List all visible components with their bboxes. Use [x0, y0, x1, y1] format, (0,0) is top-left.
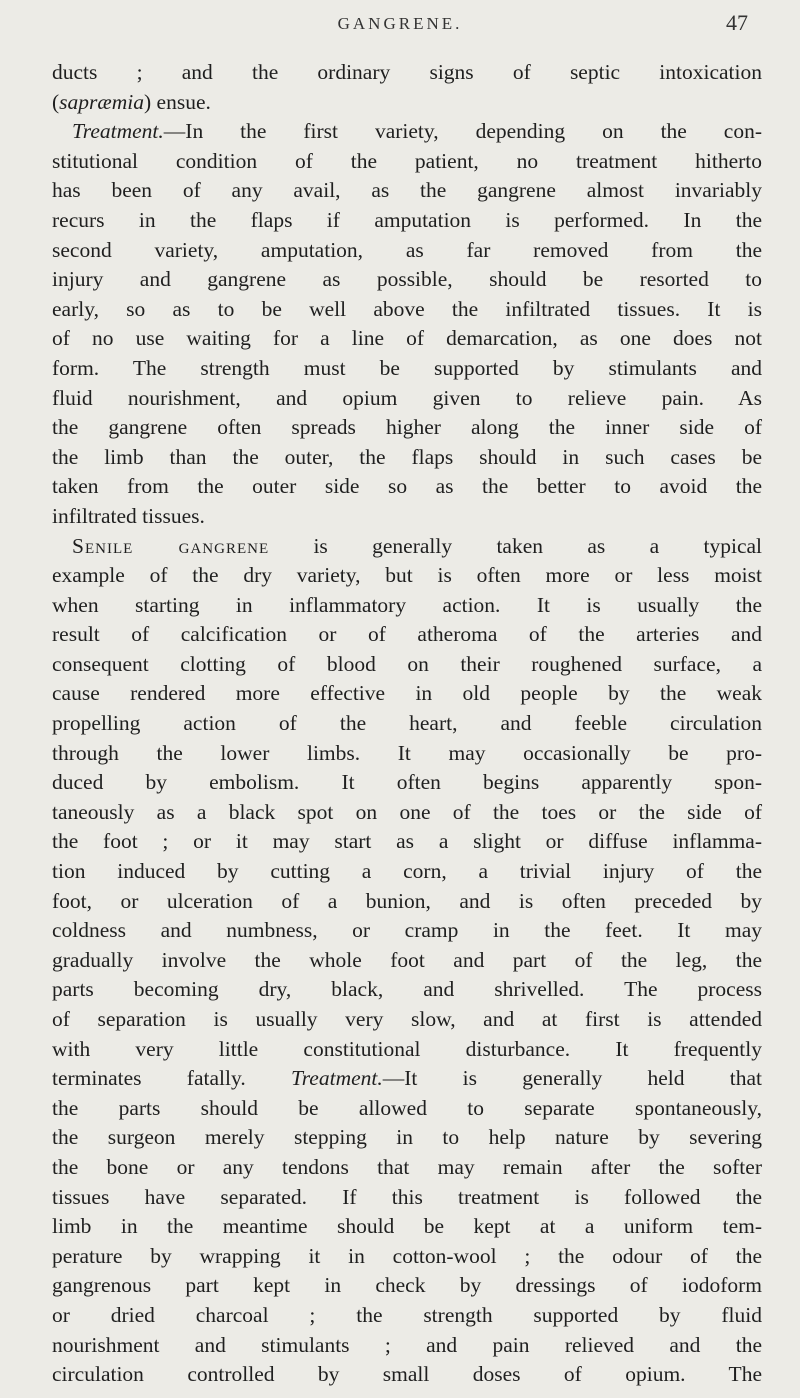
text-run: ducts ; and the ordinary signs of septic intoxication — [52, 60, 762, 84]
text-run: the gangrene often spreads higher along the inner side of — [52, 415, 762, 440]
text-run: ) ensue. — [144, 89, 211, 114]
text-run: taken from the outer side so as the better to avoid the — [52, 474, 762, 499]
text-run: through the lower limbs. It may occasionally be pro- — [52, 740, 762, 765]
text-run: stitutional condition of the patient, no treatment hitherto — [52, 148, 762, 173]
text-run: perature by wrapping it in cotton-wool ; the odour of the — [52, 1243, 762, 1268]
text-line — [52, 1242, 762, 1272]
text-run: of no use waiting for a line of demarcation, as one does not — [52, 326, 762, 351]
italic-text: Treatment. — [290, 1066, 383, 1091]
text-line — [52, 1153, 762, 1183]
text-run: —In the first variety, depending on the con- — [163, 119, 762, 144]
text-line — [52, 1064, 762, 1094]
text-line — [52, 857, 762, 887]
page-number: 47 — [726, 10, 748, 35]
text-run: has been of any avail, as the gangrene almost invariably — [52, 178, 762, 203]
text-run: recurs in the flaps if amputation is performed. In the — [52, 207, 762, 232]
text-line — [52, 1035, 762, 1065]
text-line — [52, 88, 762, 118]
text-run: limb in the meantime should be kept at a uniform tem- — [52, 1214, 762, 1239]
text-run: injury and gangrene as possible, should be resorted to — [52, 267, 762, 292]
text-line — [52, 502, 762, 532]
text-run: gangrenous part kept in check by dressings of iodoform — [52, 1273, 762, 1298]
text-line — [52, 117, 762, 147]
text-line — [52, 384, 762, 414]
text-run: of separation is usually very slow, and at first is attended — [52, 1007, 762, 1031]
text-run: or dried charcoal ; the strength supported by fluid — [52, 1302, 762, 1327]
text-run: fluid nourishment, and opium given to relieve pain. As — [52, 385, 762, 410]
text-line — [52, 472, 762, 502]
text-run: result of calcification or of atheroma of the arteries and — [52, 622, 762, 647]
text-line — [52, 532, 762, 562]
text-run: nourishment and stimulants ; and pain relieved and the — [52, 1332, 762, 1357]
italic-text: Treatment. — [72, 119, 164, 144]
text-line — [52, 561, 762, 591]
text-run: infiltrated tissues. — [52, 503, 205, 528]
text-run: the foot ; or it may start as a slight or diffuse inflamma- — [52, 829, 762, 854]
text-run: cause rendered more effective in old people by the weak — [52, 681, 762, 706]
text-line — [52, 620, 762, 650]
text-line — [52, 206, 762, 236]
italic-text: sapræmia — [59, 89, 144, 114]
text-line — [52, 1212, 762, 1242]
text-line — [52, 1123, 762, 1153]
text-line — [52, 147, 762, 177]
text-line — [52, 975, 762, 1005]
text-line — [52, 324, 762, 354]
text-line — [52, 1360, 762, 1390]
text-line — [52, 354, 762, 384]
text-run: with very little constitutional disturbance. It frequently — [52, 1036, 762, 1061]
small-caps-text: Senile gangrene — [72, 533, 270, 558]
text-run: terminates fatally. — [52, 1066, 291, 1091]
text-line — [52, 295, 762, 325]
running-head — [0, 10, 800, 40]
text-line — [52, 1301, 762, 1331]
text-line — [52, 591, 762, 621]
text-run: second variety, amputation, as far removed from the — [52, 237, 762, 262]
text-line — [52, 946, 762, 976]
text-line — [52, 827, 762, 857]
running-title: GANGRENE. — [337, 14, 463, 33]
text-run: tion induced by cutting a corn, a trivial injury of the — [52, 859, 762, 884]
text-line — [52, 1005, 762, 1035]
text-line — [52, 916, 762, 946]
text-run: parts becoming dry, black, and shrivelled. The process — [52, 977, 762, 1002]
text-line — [52, 1331, 762, 1361]
text-run: ( — [52, 89, 60, 114]
text-run: is generally taken as a typical — [269, 533, 763, 558]
text-line — [52, 887, 762, 917]
text-line — [52, 709, 762, 739]
text-run: the parts should be allowed to separate spontaneously, — [52, 1095, 762, 1120]
text-line — [52, 768, 762, 798]
text-line — [52, 739, 762, 769]
text-run: circulation controlled by small doses of opium. The — [52, 1362, 762, 1387]
text-line — [52, 443, 762, 473]
text-run: consequent clotting of blood on their roughened surface, a — [52, 651, 762, 676]
text-run: gradually involve the whole foot and part of the leg, the — [52, 947, 762, 972]
text-run: duced by embolism. It often begins apparently spon- — [52, 770, 762, 795]
text-line — [52, 679, 762, 709]
text-line — [52, 176, 762, 206]
text-line — [52, 798, 762, 828]
text-line — [52, 1094, 762, 1124]
text-line — [52, 236, 762, 266]
text-run: the surgeon merely stepping in to help nature by severing — [52, 1125, 762, 1150]
text-run: taneously as a black spot on one of the toes or the side of — [52, 799, 762, 824]
text-line — [52, 58, 762, 88]
text-run: form. The strength must be supported by stimulants and — [52, 355, 762, 380]
text-run: when starting in inflammatory action. It is usually the — [52, 592, 762, 617]
text-run: —It is generally held that — [382, 1066, 762, 1091]
text-run: example of the dry variety, but is often more or less moist — [52, 563, 762, 588]
text-line — [52, 413, 762, 443]
text-run: the limb than the outer, the flaps should in such cases be — [52, 444, 762, 469]
text-run: foot, or ulceration of a bunion, and is often preceded by — [52, 888, 762, 913]
text-run: the bone or any tendons that may remain after the softer — [52, 1154, 762, 1179]
body-text — [52, 58, 762, 1390]
text-line — [52, 650, 762, 680]
text-run: tissues have separated. If this treatment is followed the — [52, 1184, 762, 1209]
text-run: coldness and numbness, or cramp in the feet. It may — [52, 918, 762, 943]
text-line — [52, 1183, 762, 1213]
text-run: propelling action of the heart, and feeble circulation — [52, 711, 762, 736]
text-line — [52, 1271, 762, 1301]
text-run: early, so as to be well above the infiltrated tissues. It is — [52, 296, 762, 321]
text-line — [52, 265, 762, 295]
